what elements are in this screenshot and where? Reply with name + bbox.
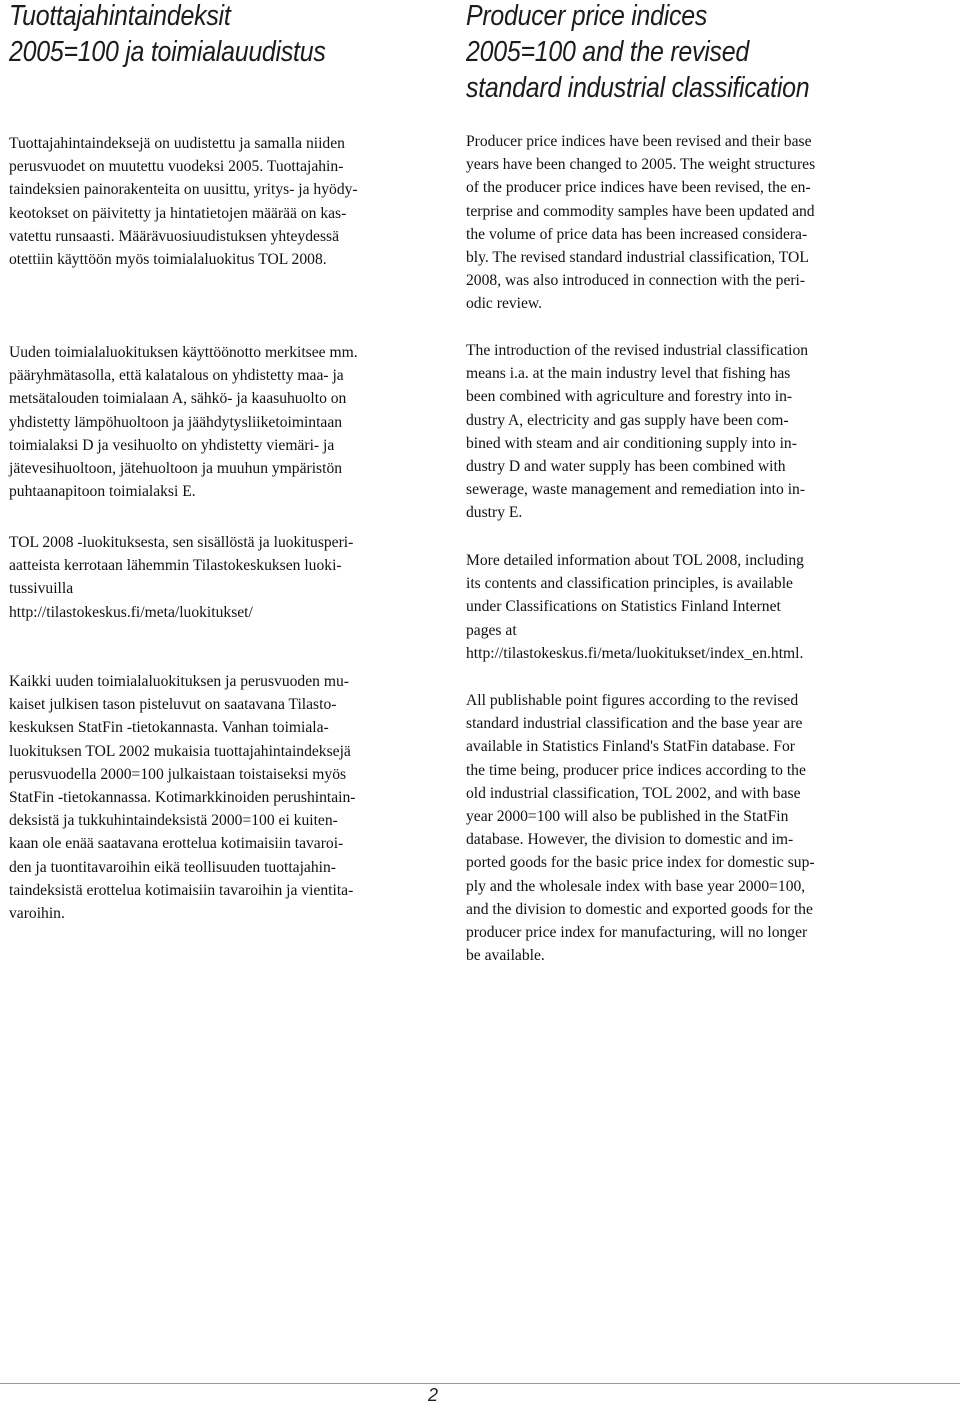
text-line: keskuksen StatFin -tietokannasta. Vanhan toimiala- [9, 719, 329, 737]
text-line: tussivuilla [9, 580, 74, 598]
text-line: old industrial classification, TOL 2002, and with base [466, 784, 801, 802]
footer-divider [0, 1383, 960, 1384]
english-paragraph-statfin [466, 689, 815, 967]
text-line: years have been changed to 2005. The weight structures [466, 156, 816, 174]
text-line: keotokset on päivitetty ja hintatietojen määrää on kas- [9, 204, 347, 222]
text-line: taindeksien painorakenteita on uusittu, yritys- ja hyödy- [9, 181, 358, 199]
english-heading [466, 0, 809, 106]
text-line: perusvuodet on muutettu vuodeksi 2005. Tuottajahin- [9, 158, 344, 176]
text-line: den ja tuontitavaroihin eikä teollisuuden tuottajahin- [9, 858, 336, 876]
text-line: jätevesihuoltoon, jätehuoltoon ja muuhun ympäristön [9, 460, 343, 478]
finnish-paragraph-tol2008 [9, 531, 353, 624]
text-line: be available. [466, 947, 545, 965]
heading-line: 2005=100 ja toimialauudistus [9, 36, 326, 68]
page-number: 2 [428, 1385, 439, 1405]
text-line: database. However, the division to domestic and im- [466, 831, 794, 849]
text-line: odic review. [466, 295, 543, 313]
text-line: vatettu runsaasti. Määrävuosiuudistuksen yhteydessä [9, 227, 339, 245]
text-line: pages at [466, 621, 517, 639]
text-line: kaan ole enää saatavana erottelua kotimaisiin tavaroi- [9, 835, 344, 853]
heading-line: Producer price indices [466, 0, 708, 32]
text-line: All publishable point figures according to the revised [466, 692, 799, 709]
text-line: taindeksistä erottelua kotimaisiin tavaroihin ja vientita- [9, 881, 354, 899]
text-line: Tuottajahintaindeksejä on uudistettu ja samalla niiden [9, 135, 345, 152]
text-line: dustry E. [466, 504, 523, 522]
finnish-paragraph-classification [9, 341, 358, 503]
text-line: year 2000=100 will also be published in the StatFin [466, 808, 789, 826]
heading-line: standard industrial classification [466, 72, 810, 104]
text-line: varoihin. [9, 905, 65, 923]
text-line: kaiset julkisen tason pisteluvut on saatavana Tilasto- [9, 696, 337, 714]
text-line: under Classifications on Statistics Finland Internet [466, 598, 781, 616]
text-line: ply and the wholesale index with base year 2000=100, [466, 877, 806, 895]
text-line: ported goods for the basic price index for domestic sup- [466, 854, 815, 872]
text-line: standard industrial classification and the base year are [466, 715, 803, 733]
text-line: dustry D and water supply has been combined with [466, 458, 786, 476]
text-line: perusvuodella 2000=100 julkaistaan toistaiseksi myös [9, 765, 347, 783]
text-line: producer price index for manufacturing, will no longer [466, 924, 808, 942]
finnish-paragraph-statfin [9, 670, 355, 925]
text-line: bined with steam and air conditioning supply into in- [466, 434, 797, 452]
text-line: Producer price indices have been revised and their base [466, 133, 812, 150]
finnish-heading [9, 0, 326, 70]
text-line: means i.a. at the main industry level that fishing has [466, 365, 791, 383]
heading-line: 2005=100 and the revised [466, 36, 749, 68]
text-line: TOL 2008 -luokituksesta, sen sisällöstä ja luokitusperi- [9, 534, 354, 551]
text-line: its contents and classification principles, is available [466, 575, 793, 593]
text-line: terprise and commodity samples have been updated and [466, 202, 815, 220]
text-line: aatteista kerrotaan lähemmin Tilastokeskuksen luoki- [9, 557, 342, 575]
text-line: metsätalouden toimialaan A, sähkö- ja kaasuhuolto on [9, 390, 347, 408]
text-line: Uuden toimialaluokituksen käyttöönotto merkitsee mm. [9, 344, 358, 361]
text-line: pääryhmätasolla, että kalatalous on yhdistetty maa- ja [9, 367, 344, 385]
text-line: More detailed information about TOL 2008, including [466, 552, 804, 569]
text-line: bly. The revised standard industrial classification, TOL [466, 249, 809, 267]
text-line: been combined with agriculture and forestry into in- [466, 388, 793, 406]
text-line: puhtaanapitoon toimialaksi E. [9, 483, 196, 501]
text-line: toimialaksi D ja vesihuolto on yhdistetty viemäri- ja [9, 436, 335, 454]
english-paragraph-tol2008 [466, 549, 804, 665]
text-line: sewerage, waste management and remediation into in- [466, 481, 806, 499]
english-paragraph-classification [466, 339, 808, 525]
text-line: yhdistetty lämpöhuoltoon ja jäähdytysliiketoimintaan [9, 413, 343, 431]
finnish-paragraph-intro [9, 132, 358, 271]
text-line: dustry A, electricity and gas supply have been com- [466, 411, 789, 429]
text-line: available in Statistics Finland's StatFin database. For [466, 738, 795, 756]
text-line: and the division to domestic and exported goods for the [466, 900, 813, 918]
text-line: StatFin -tietokannassa. Kotimarkkinoiden perushintain- [9, 789, 356, 807]
text-line: 2008, was also introduced in connection with the peri- [466, 272, 806, 290]
url-text: http://tilastokeskus.fi/meta/luokitukset/ [9, 603, 253, 621]
heading-line: Tuottajahintaindeksit [9, 0, 231, 32]
english-paragraph-intro [466, 130, 815, 316]
text-line: Kaikki uuden toimialaluokituksen ja perusvuoden mu- [9, 673, 349, 690]
text-line: the volume of price data has been increased considera- [466, 225, 808, 243]
text-line: otettiin käyttöön myös toimialaluokitus TOL 2008. [9, 251, 327, 269]
text-line: the time being, producer price indices according to the [466, 761, 806, 779]
url-text: http://tilastokeskus.fi/meta/luokitukset/index_en.html. [466, 644, 804, 662]
text-line: of the producer price indices have been revised, the en- [466, 179, 811, 197]
text-line: luokituksen TOL 2002 mukaisia tuottajahintaindeksejä [9, 742, 351, 760]
text-line: The introduction of the revised industrial classification [466, 342, 809, 359]
text-line: deksistä ja tukkuhintaindeksistä 2000=100 ei kuiten- [9, 812, 338, 830]
